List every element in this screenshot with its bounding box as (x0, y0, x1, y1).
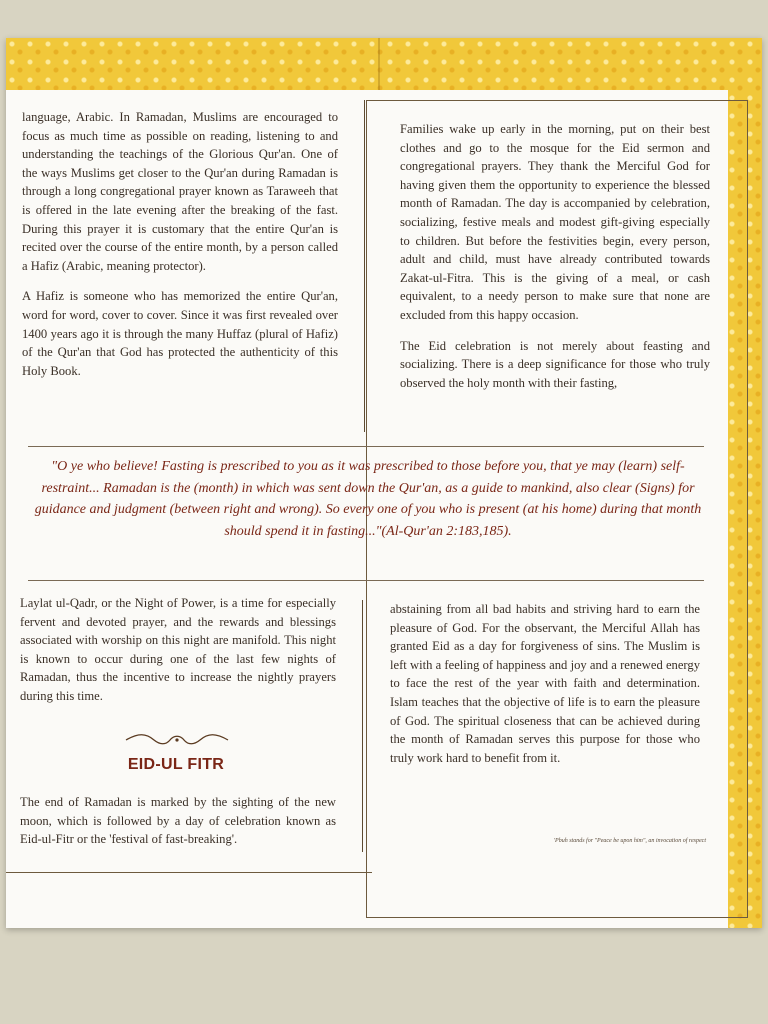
left-panel-bottom-rule (6, 872, 372, 873)
eid-intro-paragraph: The end of Ramadan is marked by the sighting of the new moon, which is followed by a day of celebration known as Eid-ul-Fitr or the 'festival of fast-breaking'. (20, 795, 336, 847)
left-top-column (22, 108, 338, 392)
pbuh-footnote: 'Pbuh stands for "Peace be upon him", an invocation of respect (553, 838, 706, 844)
brochure (6, 38, 762, 928)
column-divider-bottom (362, 600, 363, 852)
quote-rule-top (28, 446, 704, 447)
quote-rule-bottom (28, 580, 704, 581)
laylat-ul-qadr-paragraph: Laylat ul-Qadr, or the Night of Power, is a time for especially fervent and devoted prayer, and the rewards and blessings associated with worship on this night are manifold. This night is known to occur during one of the last few nights of Ramadan, thus the incentive to increase the nightly prayers during this time. (20, 596, 336, 703)
left-bottom-column-2 (20, 793, 336, 861)
column-divider-top (364, 100, 365, 432)
right-top-column (400, 120, 710, 404)
eid-significance-paragraph: The Eid celebration is not merely about feasting and socializing. There is a deep significance for those who truly observed the holy month with their fasting, (400, 338, 710, 390)
eid-morning-paragraph: Families wake up early in the morning, put on their best clothes and go to the mosque for the Eid sermon and congregational prayers. They thank the Merciful God for having given them the opportunity to experience the blessed month of Ramadan. The day is accompanied by celebration, socializing, festive meals and modest gift-giving especially to children. But before the festivities begin, every person, adult and child, must have already contributed towards Zakat-ul-Fitra. This is the giving of a meal, or cash equivalent, to a needy person to make sure that none are excluded from this happy occasion. (400, 122, 710, 322)
quran-quote: "O ye who believe! Fasting is prescribed to you as it was prescribed to those before you, that ye may (learn) self-restraint... Ramadan is the (month) in which was sent down the Qur'an, as a guide to mankind, also clear (Signs) for guidance and judgment (between right and wrong). So every one of you who is present (at his home) during that month should spend it in fasting..."(Al-Qur'an 2:183,185). (34, 459, 702, 539)
flourish-divider-icon (124, 731, 230, 749)
left-bottom-column (20, 594, 336, 718)
eid-forgiveness-paragraph: abstaining from all bad habits and striving hard to earn the pleasure of God. For the observant, the Merciful Allah has granted Eid as a day for forgiveness of sins. The Muslim is left with a feeling of happiness and joy and a renewed energy to face the rest of the year with faith and determination. Islam teaches that the objective of life is to earn the pleasure of God. The spiritual closeness that can be achieved during the month of Ramadan serves this purpose for those who truly work hard to benefit from it. (390, 602, 700, 765)
right-bottom-column (390, 600, 700, 779)
taraweeh-paragraph: language, Arabic. In Ramadan, Muslims are encouraged to focus as much time as possible on reading, listening to and understanding the teachings of the Glorious Qur'an. One of the ways Muslims get closer to the Qur'an during Ramadan is through a long congregational prayer known as Taraweeh that is offered in the late evening after the breaking of the fast. During this prayer it is customary that the entire Qur'an is recited over the course of the entire month, by a person called a Hafiz (Arabic, meaning protector). (22, 110, 338, 273)
hafiz-paragraph: A Hafiz is someone who has memorized the entire Qur'an, word for word, cover to cover. Since it was first revealed over 1400 years ago it is through the many Huffaz (plural of Hafiz) of the Qur'an that God has protected the authenticity of this Holy Book. (22, 289, 338, 378)
eid-ul-fitr-heading: EID-UL FITR (127, 756, 225, 773)
